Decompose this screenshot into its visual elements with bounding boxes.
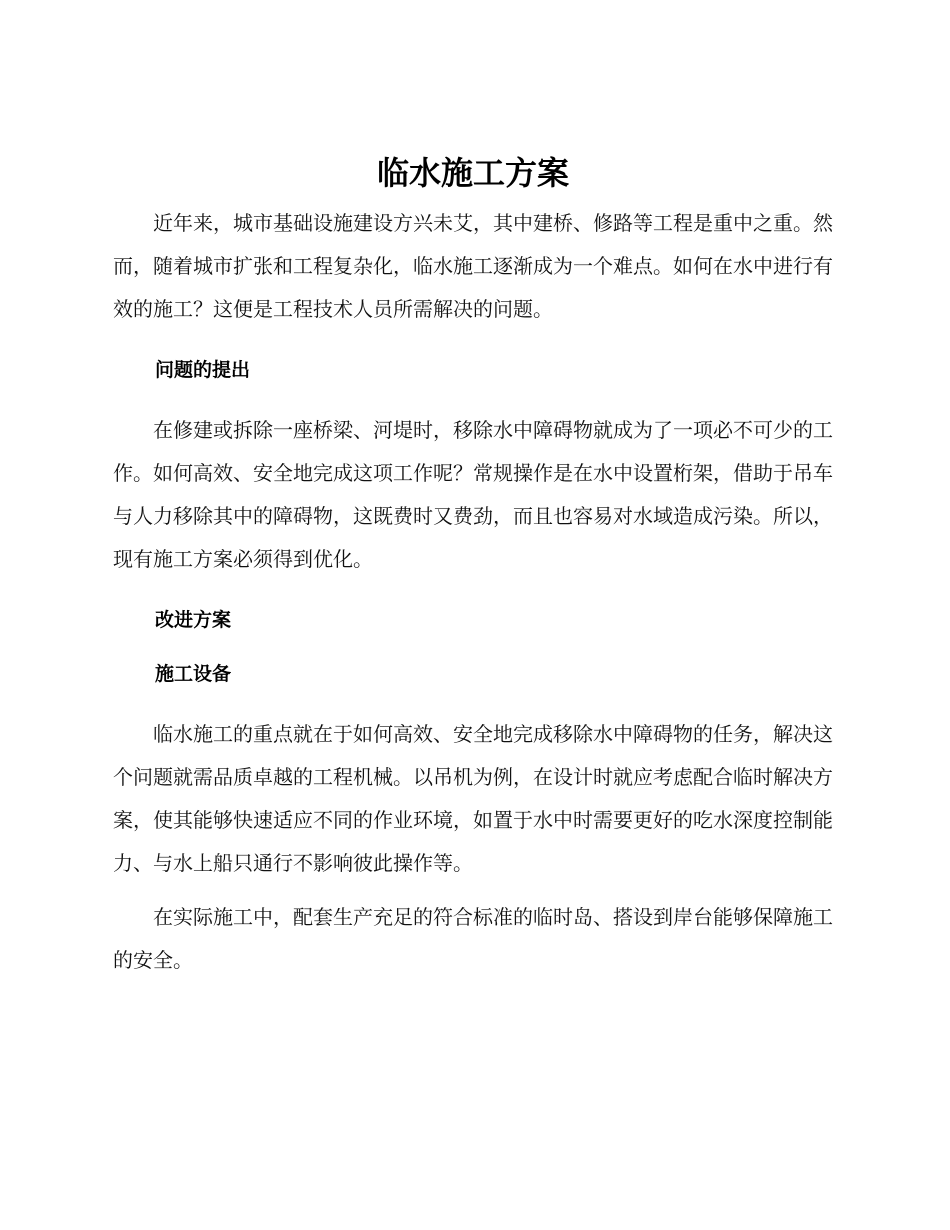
safety-paragraph: 在实际施工中，配套生产充足的符合标准的临时岛、搭设到岸台能够保障施工的安全。 [113,905,833,972]
section-heading-problem: 问题的提出 [155,359,251,381]
section-heading-improvement: 改进方案 [155,609,232,631]
document-body [113,150,833,982]
intro-paragraph: 近年来，城市基础设施建设方兴未艾，其中建桥、修路等工程是重中之重。然而，随着城市扩张和工程复杂化，临水施工逐渐成为一个难点。如何在水中进行有效的施工？这便是工程技术人员所需解决的问题。 [113,211,833,321]
equipment-paragraph: 临水施工的重点就在于如何高效、安全地完成移除水中障碍物的任务，解决这个问题就需品质卓越的工程机械。以吊机为例，在设计时就应考虑配合临时解决方案，使其能够快速适应不同的作业环境，如置于水中时需要更好的吃水深度控制能力、与水上船只通行不影响彼此操作等。 [113,722,833,875]
problem-paragraph: 在修建或拆除一座桥梁、河堤时，移除水中障碍物就成为了一项必不可少的工作。如何高效、安全地完成这项工作呢？常规操作是在水中设置桁架，借助于吊车与人力移除其中的障碍物，这既费时又费劲，而且也容易对水域造成污染。所以，现有施工方案必须得到优化。 [113,418,833,571]
subsection-heading-equipment: 施工设备 [155,663,232,685]
document-title: 临水施工方案 [376,154,569,192]
